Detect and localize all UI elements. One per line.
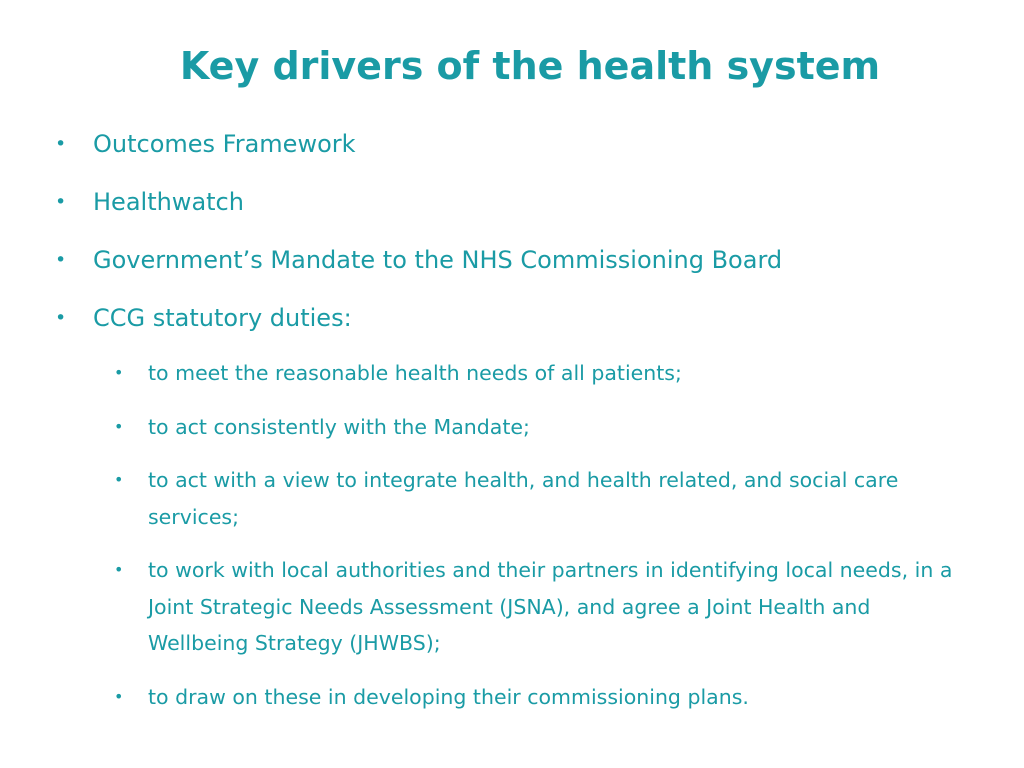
sub-bullet-text: to act consistently with the Mandate; bbox=[148, 414, 530, 439]
sub-bullet-marker: • bbox=[114, 686, 124, 706]
bullet-marker: • bbox=[55, 191, 67, 213]
sub-bullet-item bbox=[108, 552, 972, 662]
bullet-marker: • bbox=[55, 249, 67, 271]
bullet-item bbox=[52, 125, 972, 163]
sub-bullet-text: to work with local authorities and their partners in identifying local needs, in a Joint Strategic Needs Assessment (JSNA), and agree a Joint Health and Wellbeing Strategy (JHWBS); bbox=[148, 558, 953, 655]
slide-title: Key drivers of the health system bbox=[179, 44, 881, 88]
bullet-marker: • bbox=[55, 133, 67, 155]
sub-bullet-text: to meet the reasonable health needs of all patients; bbox=[148, 361, 682, 385]
bullet-text: Government’s Mandate to the NHS Commissioning Board bbox=[93, 246, 783, 274]
bullet-list bbox=[52, 125, 972, 732]
bullet-text: Outcomes Framework bbox=[93, 130, 356, 158]
bullet-item bbox=[52, 241, 972, 279]
bullet-item bbox=[52, 183, 972, 221]
sub-bullet-list bbox=[108, 355, 972, 715]
bullet-text: Healthwatch bbox=[93, 188, 244, 216]
sub-bullet-item bbox=[108, 462, 972, 535]
sub-bullet-marker: • bbox=[114, 363, 124, 382]
bullet-marker: • bbox=[55, 307, 67, 329]
sub-bullet-item bbox=[108, 679, 972, 716]
sub-bullet-item bbox=[108, 355, 972, 392]
sub-bullet-item bbox=[108, 409, 972, 446]
sub-bullet-text: to draw on these in developing their commissioning plans. bbox=[148, 684, 749, 709]
sub-bullet-marker: • bbox=[114, 560, 124, 579]
bullet-item bbox=[52, 299, 972, 337]
sub-bullet-marker: • bbox=[114, 470, 124, 489]
sub-bullet-marker: • bbox=[114, 416, 124, 436]
sub-bullet-text: to act with a view to integrate health, and health related, and social care services; bbox=[148, 468, 899, 529]
bullet-text: CCG statutory duties: bbox=[93, 304, 352, 332]
